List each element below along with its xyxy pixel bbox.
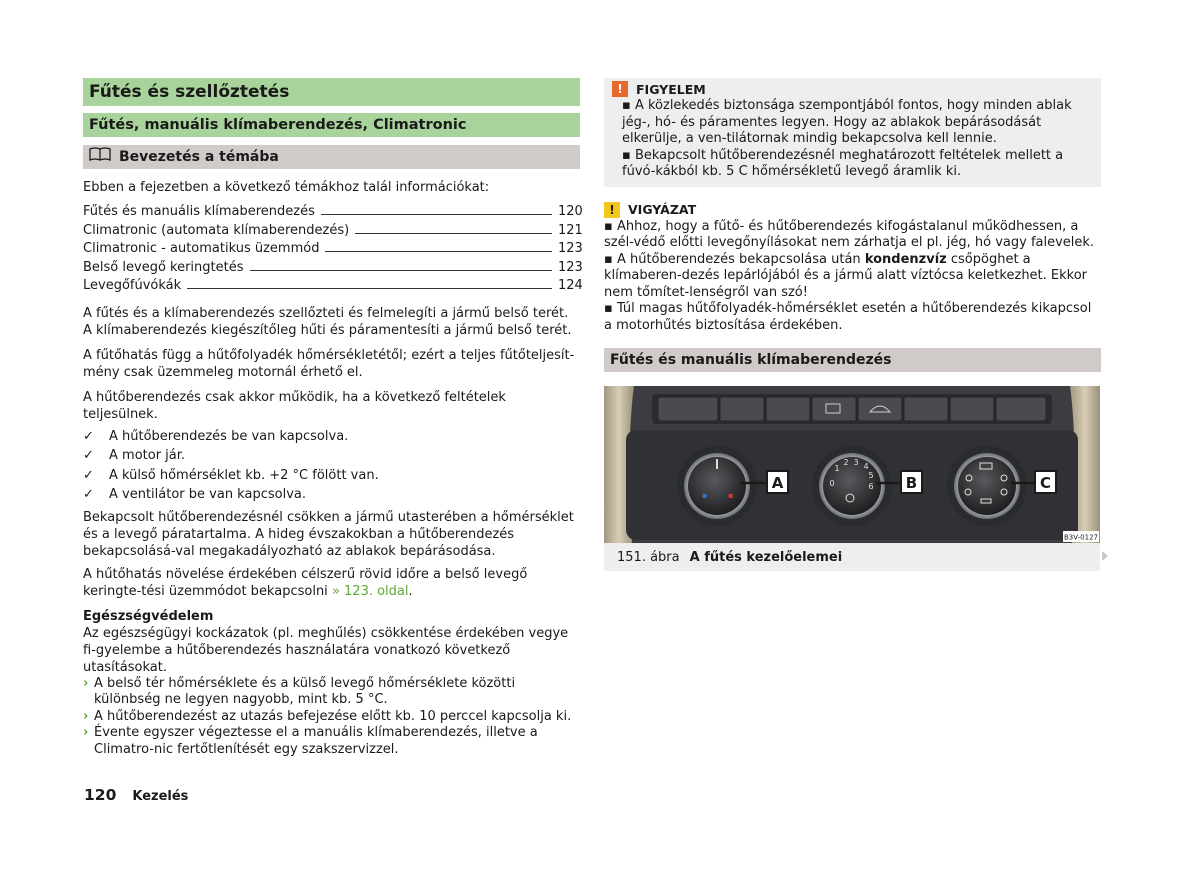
toc-item[interactable] [83, 259, 583, 279]
caution-item: ▪ A hűtőberendezés bekapcsolása után kondenzvíz csőpöghet a klímaberen-dezés lepárlójából és a jármű alatt víztócsa keletkezhet. Ekkor nem tőmítet-lenségről van szó! [604, 251, 1088, 300]
arrow-icon: › [83, 708, 89, 724]
callout-label-a: A [771, 474, 784, 492]
book-icon [89, 145, 111, 169]
caution-box [604, 201, 1101, 335]
intro-text: Ebben a fejezetben a következő témákhoz talál információkat: [83, 180, 490, 195]
check-item: ✓ A motor jár. [83, 446, 580, 466]
intro-heading [83, 145, 580, 169]
toc-label: Climatronic (automata klímaberendezés) [83, 222, 350, 238]
bullet-icon: ▪ [622, 147, 631, 163]
fan-speed-number: 5 [868, 471, 874, 480]
paragraph: A fűtés és a klímaberendezés szellőzteti és felmelegíti a jármű belső terét. A klímaberendezés kiegészítőleg hűti és páramentesíti a jármű belső terét. [83, 305, 572, 338]
paragraph: A hűtőhatás növelése érdekében célszerű rövid időre a belső levegő keringte-tési üzemmódot bekapcsolni » 123. oldal. [83, 566, 528, 599]
caution-item: ▪ Túl magas hűtőfolyadék-hőmérséklet esetén a hűtőberendezés kikapcsol a motorhűtés biztosítása érdekében. [604, 301, 1092, 333]
intro-heading-label: Bevezetés a témába [119, 149, 279, 165]
exclamation-icon: ! [612, 81, 628, 97]
instruction-item: › A hűtőberendezést az utazás befejezése előtt kb. 10 perccel kapcsolja ki. [83, 708, 572, 724]
check-icon: ✓ [83, 487, 94, 502]
toc-label: Belső levegő keringtetés [83, 259, 244, 275]
check-item: ✓ A hűtőberendezés be van kapcsolva. [83, 427, 580, 447]
paragraph: Az egészségügyi kockázatok (pl. meghűlés) csökkentése érdekében vegye fi-gyelembe a hűtőberendezés használatára vonatkozó következő utasításokat. [83, 625, 569, 675]
bullet-icon: ▪ [604, 301, 613, 316]
bullet-icon: ▪ [604, 218, 613, 234]
section-heading: Fűtés, manuális klímaberendezés, Climatronic [83, 113, 580, 137]
check-icon: ✓ [83, 448, 94, 463]
callout-label-b: B [905, 474, 918, 492]
figure-title: A fűtés kezelőelemei [689, 549, 843, 565]
fan-speed-number: 1 [834, 464, 840, 473]
warning-box [604, 78, 1101, 187]
check-icon: ✓ [83, 467, 94, 483]
instruction-item: › A belső tér hőmérséklete és a külső levegő hőmérséklete közötti különbség ne legyen nagyobb, mint kb. 5 °C. [83, 675, 516, 707]
toc-item[interactable] [83, 222, 583, 242]
figure-number: 151. ábra [617, 549, 680, 565]
warning-item: ▪ Bekapcsolt hűtőberendezésnél meghatározott feltételek mellett a fúvó-kákból kb. 5 C hőmérsékletű levegő áramlik ki. [622, 147, 1064, 179]
toc-page: 124 [558, 278, 583, 293]
instruction-item: › Évente egyszer végeztesse el a manuális klímaberendezés, illetve a Climatro-nic fertőtlenítését egy szakszervizzel. [83, 725, 538, 757]
paragraph: Bekapcsolt hűtőberendezésnél csökken a jármű utasterében a hőmérséklet és a levegő páratartalma. A hideg évszakokban a hűtőberendezés bekapcsolásá-val megakadályozható az ablakok bepárásodása. [83, 509, 574, 559]
caution-item: ▪ Ahhoz, hogy a fűtő- és hűtőberendezés kifogástalanul működhessen, a szél-védő előtti levegőnyílásokat nem zárhatja el pl. jég, hó vagy falevelek. [604, 218, 1095, 250]
footer-section: Kezelés [132, 789, 189, 804]
right-column [604, 78, 1101, 571]
page-footer [84, 786, 188, 804]
toc-page: 123 [558, 241, 583, 256]
fan-speed-number: 6 [868, 482, 874, 491]
check-item: ✓ A ventilátor be van kapcsolva. [83, 485, 580, 505]
paragraph: A fűtőhatás függ a hűtőfolyadék hőmérsékletétől; ezért a teljes fűtőteljesít-mény csak üzemmeleg motornál érhető el. [83, 347, 575, 380]
toc-label: Fűtés és manuális klímaberendezés [83, 204, 315, 219]
left-column [83, 78, 583, 758]
bullet-icon: ▪ [622, 98, 631, 113]
toc-page: 120 [558, 204, 583, 219]
check-icon: ✓ [83, 428, 94, 444]
arrow-icon: › [83, 725, 89, 740]
chapter-heading: Fűtés és szellőztetés [83, 78, 580, 106]
toc-item[interactable] [83, 204, 583, 223]
page-link[interactable]: » 123. oldal [331, 583, 409, 599]
toc-page: 121 [558, 222, 583, 238]
subheading: Egészségvédelem [83, 608, 214, 624]
fan-speed-number: 3 [853, 458, 859, 467]
fan-speed-number: 4 [863, 462, 869, 471]
fan-speed-number: 0 [829, 479, 835, 488]
fan-speed-number: 2 [843, 458, 849, 467]
toc-label: Climatronic - automatikus üzemmód [83, 241, 320, 256]
warning-title: ! FIGYELEM [612, 80, 1093, 98]
toc-label: Levegőfúvókák [83, 278, 182, 293]
svg-text:▪: ▪ [702, 491, 708, 500]
arrow-icon: › [83, 675, 89, 691]
section-heading: Fűtés és manuális klímaberendezés [604, 348, 1101, 372]
callout-label-c: C [1039, 474, 1052, 492]
exclamation-icon: ! [604, 202, 620, 218]
warning-item: ▪ A közlekedés biztonsága szempontjából fontos, hogy minden ablak jég-, hó- és páramentes legyen. Hogy az ablakok bepárásodását elkerülje, a ven-tilátornak mindig bekapcsolva kell lennie. [622, 98, 1072, 146]
paragraph: A hűtőberendezés csak akkor működik, ha a következő feltételek teljesülnek. [83, 389, 506, 422]
continue-arrow-icon [1102, 551, 1108, 561]
toc-item[interactable] [83, 241, 583, 260]
toc-page: 123 [558, 259, 583, 275]
check-item: ✓ A külső hőmérséklet kb. +2 °C fölött van. [83, 466, 580, 486]
instruction-list [83, 676, 580, 759]
bullet-icon: ▪ [604, 251, 613, 267]
heating-controls-figure [604, 386, 1100, 543]
toc-item[interactable] [83, 278, 583, 297]
toc-list [83, 204, 583, 297]
caution-title: ! VIGYÁZAT [604, 201, 1101, 219]
figure-code: B3V-0127 [1064, 533, 1098, 542]
check-list [83, 427, 580, 505]
svg-text:▪: ▪ [728, 491, 734, 500]
page-number: 120 [84, 786, 117, 804]
figure-caption [604, 543, 1100, 571]
